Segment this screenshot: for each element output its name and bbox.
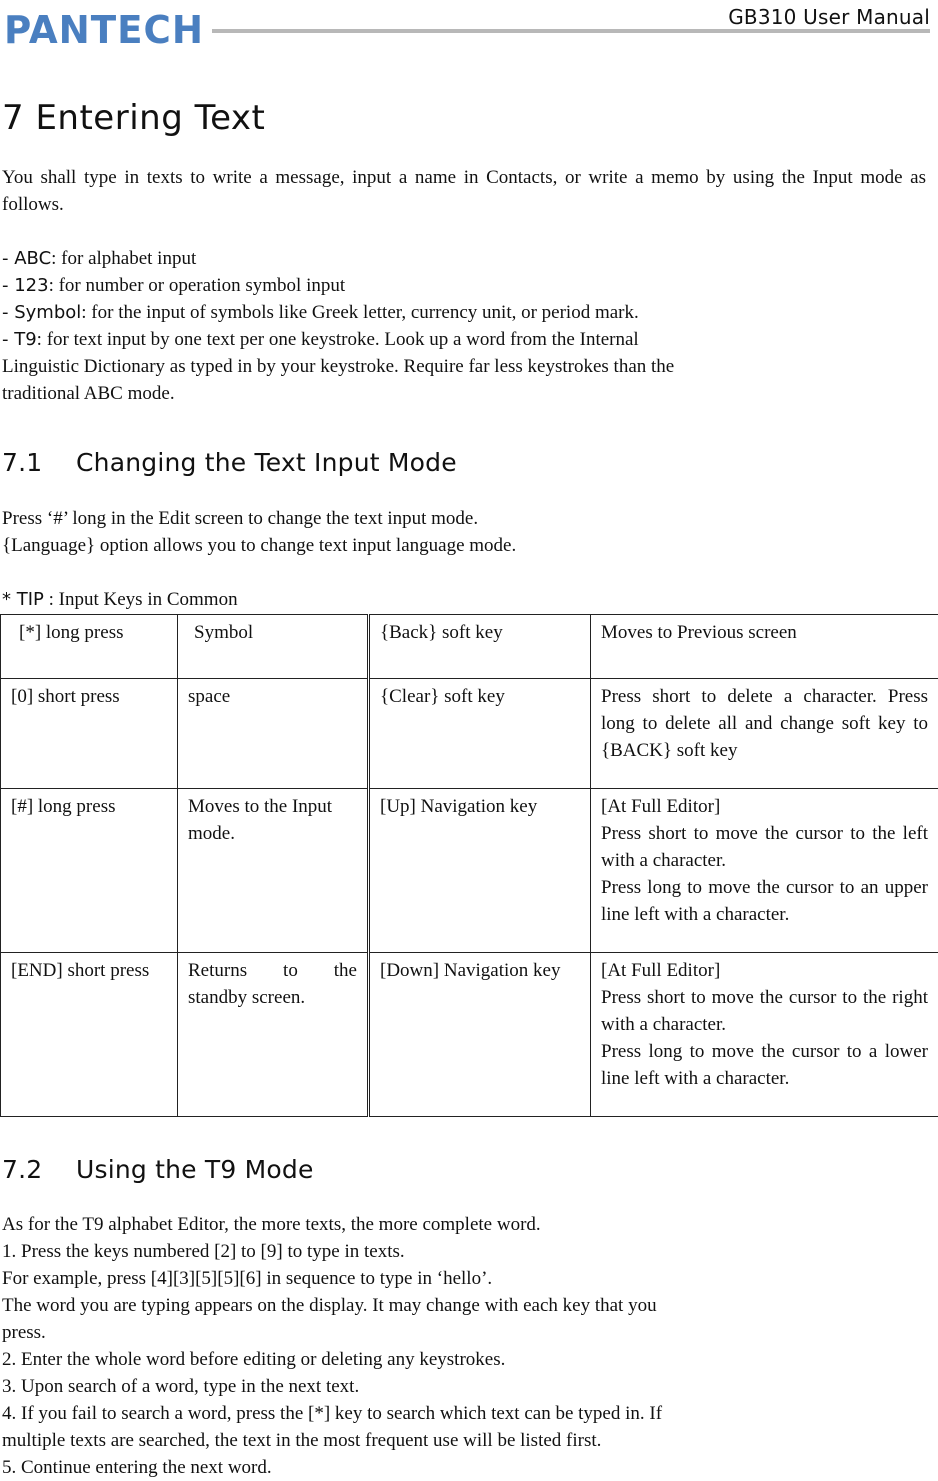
table-row [1, 615, 938, 679]
t9-continuation-line: Linguistic Dictionary as typed in by your keystroke. Require far less keystrokes than the [2, 353, 674, 380]
table-cell: [END] short press [1, 953, 178, 1117]
body-line: As for the T9 alphabet Editor, the more texts, the more complete word. [2, 1211, 662, 1238]
editor-label: [At Full Editor] [601, 793, 928, 820]
subsection-7-2-heading [2, 1155, 314, 1184]
manual-title: GB310 User Manual [722, 5, 930, 29]
mode-item-123: - 123: for number or operation symbol input [2, 272, 674, 299]
mode-item-abc: - ABC: for alphabet input [2, 245, 674, 272]
cell-detail: Press long to move the cursor to a lower line left with a character. [601, 1038, 928, 1092]
table-cell: {Clear} soft key [369, 679, 591, 789]
table-cell [591, 953, 938, 1117]
table-cell: [Down] Navigation key [369, 953, 591, 1117]
body-line: 2. Enter the whole word before editing or deleting any keystrokes. [2, 1346, 662, 1373]
cell-detail: Press short to move the cursor to the left with a character. [601, 820, 928, 874]
tip-label: * TIP [2, 589, 44, 610]
subsection-title: Using the T9 Mode [76, 1155, 314, 1184]
table-cell: Press short to delete a character. Press long to delete all and change soft key to {BACK} soft key [591, 679, 938, 789]
table-cell: [0] short press [1, 679, 178, 789]
subsection-number: 7.2 [2, 1155, 76, 1184]
subsection-7-2-body [2, 1211, 662, 1481]
mode-term: T9 [14, 329, 36, 350]
tip-line [2, 586, 238, 613]
table-cell: Returns to the standby screen. [178, 953, 369, 1117]
body-line: {Language} option allows you to change text input language mode. [2, 532, 516, 559]
table-row [1, 679, 938, 789]
input-mode-list [2, 245, 674, 407]
table-cell: [#] long press [1, 789, 178, 953]
table-cell: space [178, 679, 369, 789]
body-line: 5. Continue entering the next word. [2, 1454, 662, 1481]
body-line: 1. Press the keys numbered [2] to [9] to type in texts. [2, 1238, 662, 1265]
table-cell: {Back} soft key [369, 615, 591, 679]
tip-text: : Input Keys in Common [44, 589, 238, 610]
logo-text: PANTECH [4, 8, 204, 52]
mode-item-t9: - T9: for text input by one text per one keystroke. Look up a word from the Internal [2, 326, 674, 353]
table-row [1, 789, 938, 953]
mode-term: 123 [14, 275, 48, 296]
mode-item-symbol: - Symbol: for the input of symbols like Greek letter, currency unit, or period mark. [2, 299, 674, 326]
body-line: 3. Upon search of a word, type in the next text. [2, 1373, 662, 1400]
table-cell: Symbol [178, 615, 369, 679]
table-cell: [Up] Navigation key [369, 789, 591, 953]
body-line: Press ‘#’ long in the Edit screen to change the text input mode. [2, 505, 516, 532]
body-line: 4. If you fail to search a word, press the [*] key to search which text can be typed in. If [2, 1400, 662, 1427]
table-cell: [*] long press [1, 615, 178, 679]
subsection-number: 7.1 [2, 448, 76, 477]
input-keys-table [0, 614, 938, 1117]
cell-detail: Press long to move the cursor to an upper line left with a character. [601, 874, 928, 928]
subsection-title: Changing the Text Input Mode [76, 448, 457, 477]
table-cell: Moves to Previous screen [591, 615, 938, 679]
body-line: multiple texts are searched, the text in the most frequent use will be listed first. [2, 1427, 662, 1454]
mode-term: Symbol [14, 302, 81, 323]
table-cell: Moves to the Input mode. [178, 789, 369, 953]
subsection-7-1-heading [2, 448, 457, 477]
cell-detail: Press short to move the cursor to the right with a character. [601, 984, 928, 1038]
intro-paragraph: You shall type in texts to write a message, input a name in Contacts, or write a memo by using the Input mode as follows. [2, 164, 926, 218]
t9-continuation-line: traditional ABC mode. [2, 380, 674, 407]
pantech-logo [2, 2, 208, 54]
table-row [1, 953, 938, 1117]
body-line: The word you are typing appears on the display. It may change with each key that you [2, 1292, 662, 1319]
body-line: press. [2, 1319, 662, 1346]
body-line: For example, press [4][3][5][5][6] in sequence to type in ‘hello’. [2, 1265, 662, 1292]
subsection-7-1-body [2, 505, 516, 559]
page-header [0, 0, 938, 60]
editor-label: [At Full Editor] [601, 957, 928, 984]
mode-term: ABC [14, 248, 51, 269]
table-cell [591, 789, 938, 953]
section-title: 7 Entering Text [2, 98, 265, 138]
header-rule [212, 29, 930, 33]
